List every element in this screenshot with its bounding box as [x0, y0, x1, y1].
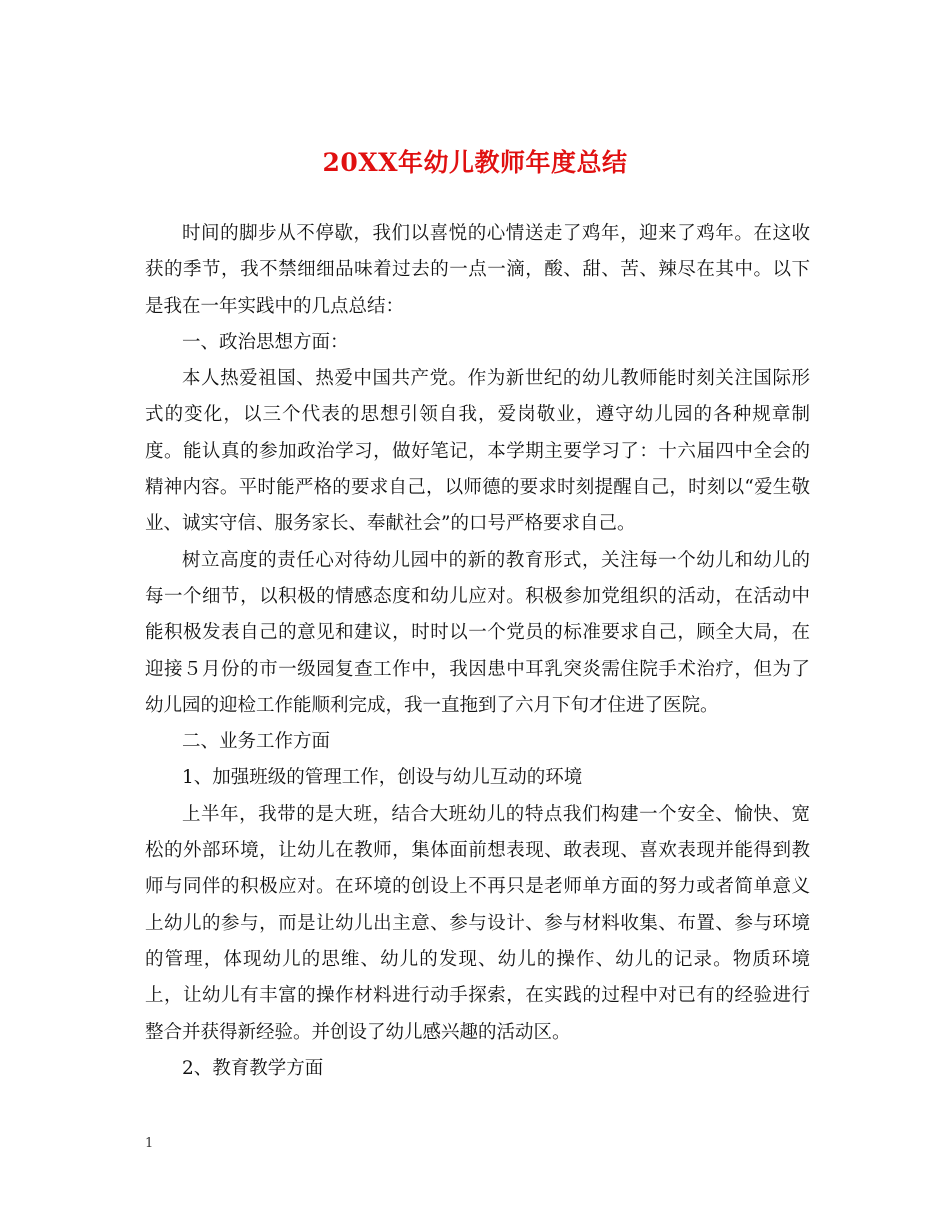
paragraph-political-2: 树立高度的责任心对待幼儿园中的新的教育形式，关注每一个幼儿和幼儿的每一个细节，以积极的情感态度和幼儿应对。积极参加党组织的活动，在活动中能积极发表自己的意见和建议，时时以一个党员的标准要求自己，顾全大局，在迎接５月份的市一级园复查工作中，我因患中耳乳突炎需住院手术治疗，但为了幼儿园的迎检工作能顺利完成，我一直拖到了六月下旬才住进了医院。 [145, 549, 810, 716]
paragraph-political-1: 本人热爱祖国、热爱中国共产党。作为新世纪的幼儿教师能时刻关注国际形式的变化，以三个代表的思想引领自我，爱岗敬业，遵守幼儿园的各种规章制度。能认真的参加政治学习，做好笔记，本学期主要学习了：十六届四中全会的精神内容。平时能严格的要求自己，以师德的要求时刻提醒自己，时刻以“爱生敬业、诚实守信、服务家长、奉献社会”的口号严格要求自己。 [145, 368, 810, 535]
section-heading-business: 二、业务工作方面 [182, 731, 331, 753]
paragraph-class-management: 上半年，我带的是大班，结合大班幼儿的特点我们构建一个安全、愉快、宽松的外部环境，让幼儿在教师，集体面前想表现、敢表现、喜欢表现并能得到教师与同伴的积极应对。在环境的创设上不再只是老师单方面的努力或者简单意义上幼儿的参与，而是让幼儿出主意、参与设计、参与材料收集、布置、参与环境的管理，体现幼儿的思维、幼儿的发现、幼儿的操作、幼儿的记录。物质环境上，让幼儿有丰富的操作材料进行动手探索，在实践的过程中对已有的经验进行整合并获得新经验。并创设了幼儿感兴趣的活动区。 [145, 803, 810, 1043]
subheading-class-management: 1、加强班级的管理工作，创设与幼儿互动的环境 [182, 767, 583, 789]
document-title: 20XX年幼儿教师年度总结 [322, 148, 628, 177]
section-heading-political: 一、政治思想方面： [182, 331, 349, 353]
page-number: 1 [145, 1136, 154, 1151]
subheading-teaching: 2、教育教学方面 [182, 1057, 324, 1079]
document-body [145, 216, 810, 1087]
paragraph-intro: 时间的脚步从不停歇，我们以喜悦的心情送走了鸡年，迎来了鸡年。在这收获的季节，我不禁细细品味着过去的一点一滴，酸、甜、苦、辣尽在其中。以下是我在一年实践中的几点总结： [145, 223, 810, 317]
